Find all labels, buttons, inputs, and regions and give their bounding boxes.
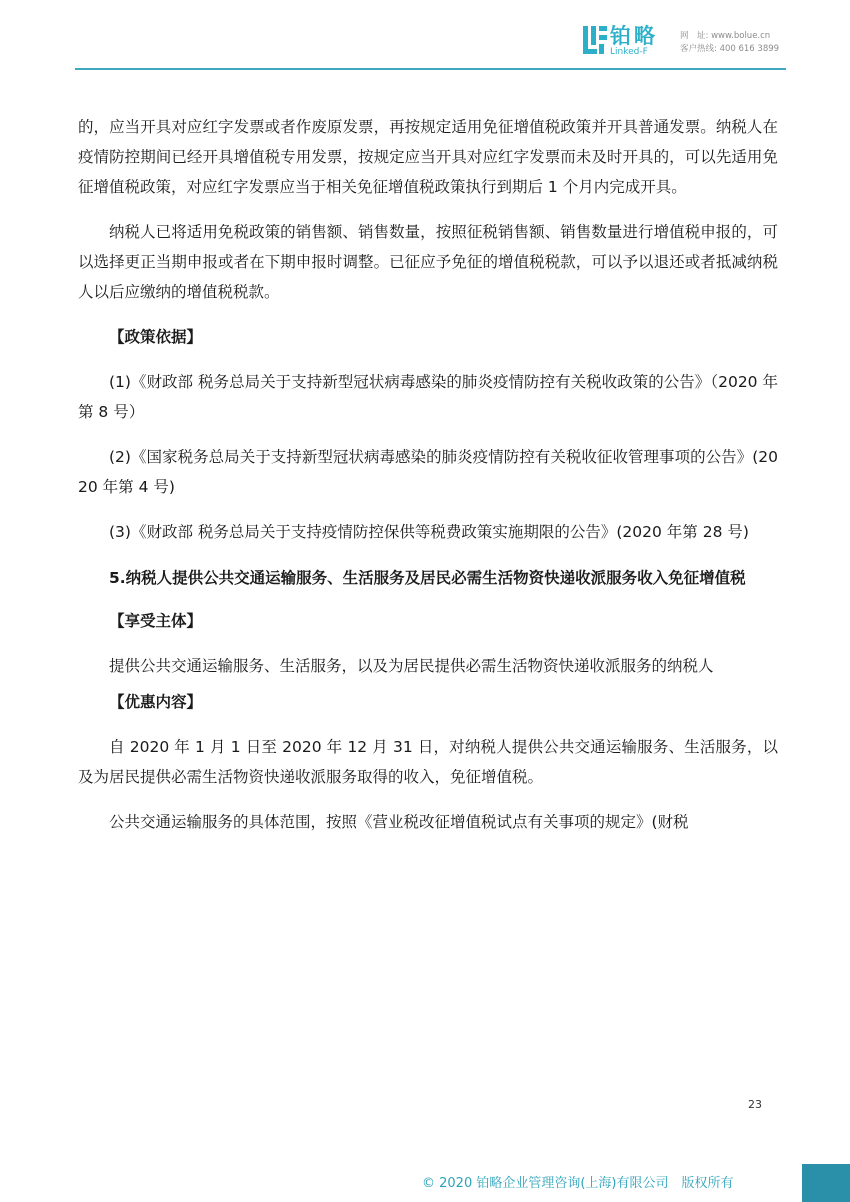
logo-mark-icon bbox=[583, 26, 607, 54]
eligible-subject-text: 提供公共交通运输服务、生活服务，以及为居民提供必需生活物资快递收派服务的纳税人 bbox=[109, 657, 714, 675]
policy-item-2: (2)《国家税务总局关于支持新型冠状病毒感染的肺炎疫情防控有关税收征收管理事项的公告》(2020 年第 4 号) bbox=[78, 448, 778, 496]
company-logo bbox=[583, 24, 675, 58]
policy-basis-label: 【政策依据】 bbox=[109, 328, 203, 346]
logo-name: 铂略 bbox=[610, 24, 658, 48]
hotline-line: 客户热线: 400 616 3899 bbox=[680, 44, 780, 54]
benefit-content-text: 自 2020 年 1 月 1 日至 2020 年 12 月 31 日，对纳税人提供公共交通运输服务、生活服务，以及为居民提供必需生活物资快递收派服务取得的收入，免征增值税。 bbox=[78, 738, 778, 786]
contact-info bbox=[680, 30, 779, 56]
section-5-title: 5.纳税人提供公共交通运输服务、生活服务及居民必需生活物资快递收派服务收入免征增值税 bbox=[109, 569, 746, 587]
page-number: 23 bbox=[748, 1098, 762, 1111]
paragraph-declaration: 纳税人已将适用免税政策的销售额、销售数量，按照征税销售额、销售数量进行增值税申报的，可以选择更正当期申报或者在下期申报时调整。已征应予免征的增值税税款，可以予以退还或者抵减纳税人以后应缴纳的增值税税款。 bbox=[78, 223, 778, 301]
footer-accent-block bbox=[802, 1164, 850, 1202]
logo-subtitle: Linked-F bbox=[610, 47, 648, 57]
header-divider bbox=[75, 68, 786, 70]
policy-item-1: (1)《财政部 税务总局关于支持新型冠状病毒感染的肺炎疫情防控有关税收政策的公告》（2020 年第 8 号） bbox=[78, 373, 778, 421]
policy-item-3: (3)《财政部 税务总局关于支持疫情防控保供等税费政策实施期限的公告》(2020 年第 28 号) bbox=[109, 523, 749, 541]
eligible-subject-label: 【享受主体】 bbox=[109, 612, 203, 630]
copyright-footer: © 2020 铂略企业管理咨询(上海)有限公司 版权所有 bbox=[422, 1176, 734, 1191]
paragraph-invoice: 的，应当开具对应红字发票或者作废原发票，再按规定适用免征增值税政策并开具普通发票。纳税人在疫情防控期间已经开具增值税专用发票，按规定应当开具对应红字发票而未及时开具的，可以先适用免征增值税政策，对应红字发票应当于相关免征增值税政策执行到期后 1 个月内完成开具。 bbox=[78, 118, 778, 196]
document-body bbox=[78, 112, 778, 837]
page-header bbox=[0, 0, 850, 72]
scope-text: 公共交通运输服务的具体范围，按照《营业税改征增值税试点有关事项的规定》(财税 bbox=[109, 813, 689, 831]
benefit-content-label: 【优惠内容】 bbox=[109, 693, 203, 711]
website-line: 网 址: www.bolue.cn bbox=[680, 31, 771, 41]
